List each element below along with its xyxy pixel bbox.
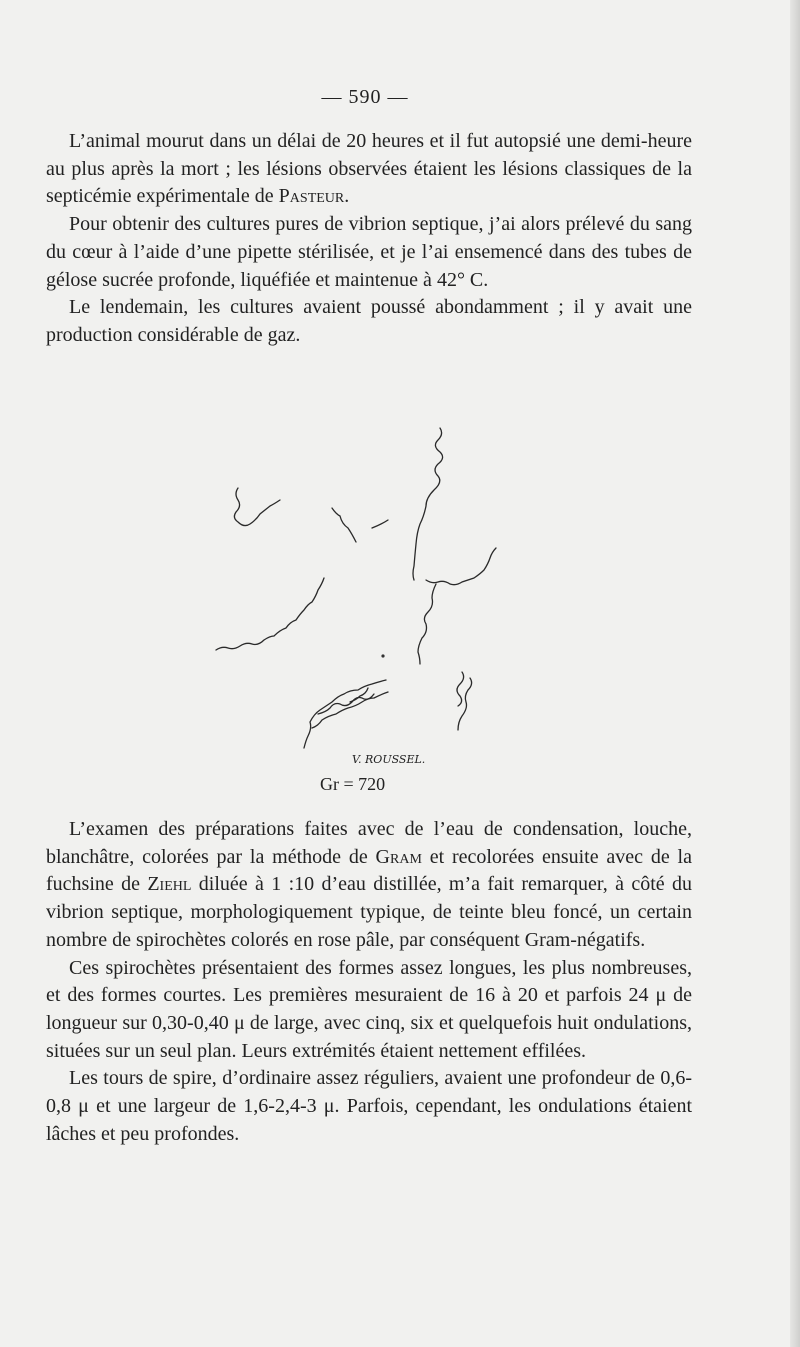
spirochete-filament [216,578,324,650]
page-number: — 590 — [321,86,409,108]
paragraph-text: Le lendemain, les cultures avaient poussé abondamment ; il y avait une production considérable de gaz. [46,296,692,346]
spirochete-drawing [200,420,530,770]
paragraph [46,128,692,211]
spirochete-filament [234,488,280,526]
paragraph-text: L’examen des préparations faites avec de l’eau de condensation, louche, blanchâtre, colorées par la méthode de [46,818,692,868]
spirochete-filament [332,508,356,542]
paragraph-text: L’animal mourut dans un délai de 20 heures et il fut autopsié une demi-heure au plus après la mort ; les lésions observées étaient les lésions classiques de la septicémie expérimentale de [46,130,692,208]
spirochete-figure [200,420,530,770]
spirochete-filament [312,692,388,728]
paragraph-text: Les tours de spire, d’ordinaire assez réguliers, avaient une profondeur de 0,6-0,8 μ et une largeur de 1,6-2,4-3 μ. Parfois, cependant, les ondulations étaient lâches et peu profondes. [46,1067,692,1145]
paragraph-text: et recolorées ensuite avec de la fuchsine de [46,845,692,896]
spirochete-filament [318,694,374,714]
paragraph-text: Ces spirochètes présentaient des formes assez longues, les plus nombreuses, et des formes courtes. Les premières mesuraient de 16 à 20 et parfois 24 μ de longueur sur 0,30-0,40 μ de large, avec cinq, six et quelquefois huit ondulations, situées sur un seul plan. Leurs extrémités étaient nettement effilées. [46,956,692,1062]
spirochete-filament [413,428,443,580]
spirochete-filament [372,520,388,528]
spirochete-filament [418,584,436,664]
author-name: Ziehl [147,873,192,896]
author-name: Gram [375,845,422,868]
paragraph-text: . [344,185,350,208]
paragraph [46,294,692,349]
author-name: Pasteur [278,185,345,208]
paragraph [46,816,692,955]
dot [381,654,384,657]
spirochete-filament [304,680,386,748]
paragraph-text: Pour obtenir des cultures pures de vibrion septique, j’ai alors prélevé du sang du cœur à l’aide d’une pipette stérilisée, et je l’ai ensemencé dans des tubes de gélose sucrée profonde, liquéfiée et maintenue à 42° C. [46,213,692,291]
paragraph-text: diluée à 1 :10 d’eau distillée, m’a fait remarquer, à côté du vibrion septique, morphologiquement typique, de teinte bleu foncé, un certain nombre de spirochètes colorés en rose pâle, par conséquent Gram-négatifs. [46,873,692,951]
paragraph [46,1065,692,1148]
page-edge [790,0,800,1347]
text-block-bottom [46,816,692,1148]
paragraph [46,211,692,294]
artist-signature: V. ROUSSEL. [352,753,426,766]
paragraph [46,955,692,1066]
text-block-top [46,128,692,350]
spirochete-filament [426,548,496,585]
spirochete-filament [457,672,464,706]
figure-caption: Gr = 720 [320,774,386,794]
